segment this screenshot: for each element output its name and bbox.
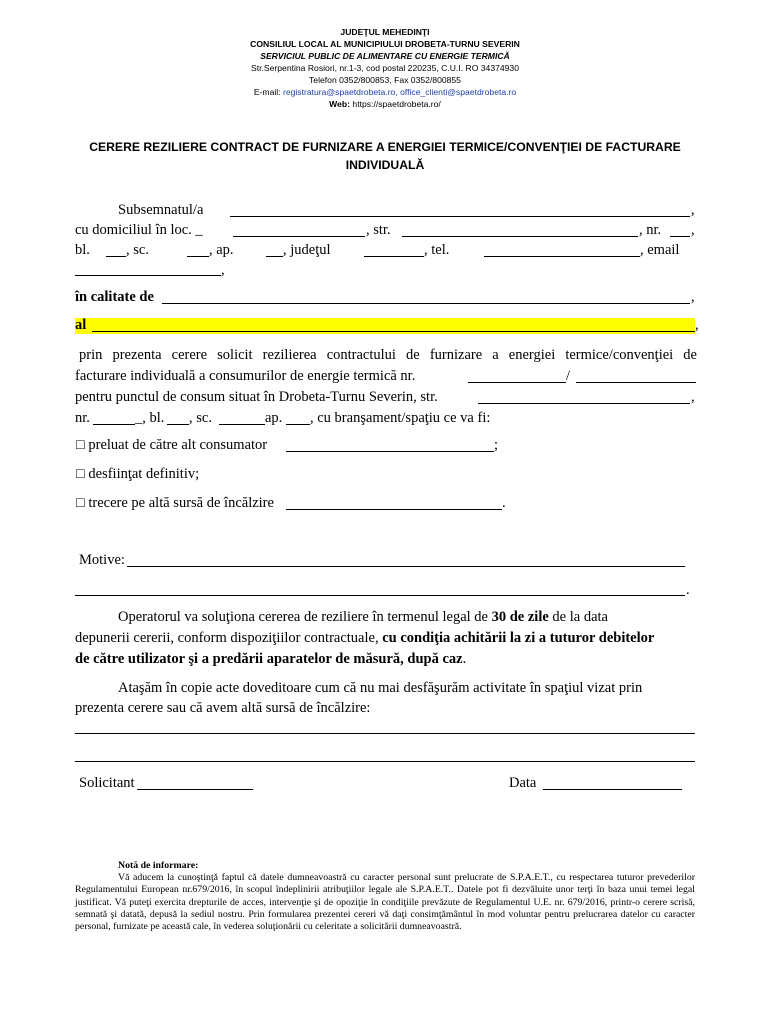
field-motive-2[interactable] <box>75 580 685 596</box>
field-street[interactable] <box>402 221 638 237</box>
header-council: CONSILIUL LOCAL AL MUNICIPIULUI DROBETA-TURNU SEVERIN <box>250 39 520 49</box>
field-consumption-bl[interactable] <box>167 409 189 425</box>
field-consumption-ap[interactable] <box>286 409 310 425</box>
option-preluat[interactable]: □ preluat de către alt consumator <box>76 437 268 453</box>
label-bl: bl. <box>75 242 90 258</box>
field-consumption-street[interactable] <box>478 388 690 404</box>
field-signature[interactable] <box>137 774 253 790</box>
para1-line4-end: , cu branşament/spaţiu ce va fi: <box>310 410 491 426</box>
option-alta-sursa[interactable]: □ trecere pe altă sursă de încălzire <box>76 495 274 511</box>
label-str: , str. <box>366 222 391 238</box>
para1-line3: pentru punctul de consum situat în Drobeta-Turnu Severin, str. <box>75 389 438 405</box>
para1-line4-nr: nr. <box>75 410 90 426</box>
para2-line1: Operatorul va soluţiona cererea de reziliere în termenul legal de 30 de zile de la data <box>118 609 608 625</box>
note-title: Notă de informare: <box>118 860 199 871</box>
para1-line2: facturare individuală a consumurilor de energie termică nr. <box>75 368 416 384</box>
field-other-source[interactable] <box>286 494 502 510</box>
field-attachments-2[interactable] <box>75 746 695 762</box>
field-motive-1[interactable] <box>127 551 685 567</box>
field-date[interactable] <box>543 774 682 790</box>
document-title: CERERE REZILIERE CONTRACT DE FURNIZARE A ENERGIEI TERMICE/CONVENŢIEI DE FACTURARE INDIVIDUALĂ <box>89 140 681 172</box>
para3-line1: Ataşăm în copie acte doveditoare cum că nu mai desfăşurăm activitate în spaţiul vizat prin <box>118 680 643 696</box>
para1-line4-ap: ap. <box>265 410 283 426</box>
label-al: al <box>75 317 87 333</box>
label-data: Data <box>509 775 537 791</box>
label-subsemnatul: Subsemnatul/a <box>118 202 204 218</box>
para1-line4-bl: _, bl. <box>135 410 165 426</box>
field-ap[interactable] <box>266 241 283 257</box>
field-county[interactable] <box>364 241 424 257</box>
field-bl[interactable] <box>106 241 126 257</box>
label-sc: , sc. <box>126 242 149 258</box>
para1-line1: prin prezenta cerere solicit rezilierea contractului de furnizare a energiei termice/convenţiei de <box>79 347 697 363</box>
header-email: E-mail: registratura@spaetdrobeta.ro, office_clienti@spaetdrobeta.ro <box>253 87 517 97</box>
header-phone: Telefon 0352/800853, Fax 0352/800855 <box>309 75 461 85</box>
field-consumption-nr[interactable] <box>93 409 135 425</box>
label-solicitant: Solicitant <box>79 775 135 791</box>
field-contract-date[interactable] <box>576 367 696 383</box>
email-link[interactable]: registratura@spaetdrobeta.ro, office_clienti@spaetdrobeta.ro <box>282 87 517 97</box>
para2-line2: depunerii cererii, conform dispoziţiilor contractuale, cu condiţia achitării la zi a tuturor debitelor <box>75 630 655 646</box>
header-web: Web: https://spaetdrobeta.ro/ <box>329 99 441 109</box>
field-consumption-sc[interactable] <box>219 409 265 425</box>
label-judetul: , judeţul <box>283 242 331 258</box>
label-calitate: în calitate de <box>75 289 154 305</box>
label-tel: , tel. <box>424 242 450 258</box>
field-number[interactable] <box>670 221 690 237</box>
label-ap: , ap. <box>209 242 234 258</box>
header-address: Str.Serpentina Rosiori, nr.1-3, cod postal 220235, C.U.I. RO 34374930 <box>251 63 519 73</box>
web-link[interactable]: https://spaetdrobeta.ro/ <box>352 99 441 109</box>
field-al[interactable] <box>92 316 695 332</box>
field-locality[interactable] <box>233 221 365 237</box>
label-nr: , nr. <box>639 222 662 238</box>
field-contract-nr[interactable] <box>468 367 566 383</box>
field-capacity[interactable] <box>162 288 690 304</box>
para2-line3: de către utilizator şi a predării aparatelor de măsură, după caz. <box>75 651 467 667</box>
label-email: , email <box>640 242 680 258</box>
label-domiciliul: cu domiciliul în loc. _ <box>75 222 203 238</box>
field-phone[interactable] <box>484 241 640 257</box>
note-body: Vă aducem la cunoştinţă faptul că datele dumneavoastră cu caracter personal sunt prelucrate de S.P.A.E.T., cu respectarea tuturor prevederilor Regulamentului European nr.679/2016, în scopul îndeplinirii atribuţiilor legale ale S.P.A.E.T.. Datele pot fi dezvăluite unor terţi în baza unui temei legal justificat. Vă puteţi exercita drepturile de acces, intervenţie şi de opoziţie în condiţiile prevăzute de Regulamentul U.E. nr. 679/2016, printr-o cerere scrisă, semnată şi datată, depusă la sediul nostru. Prin formularea prezentei cereri vă daţi consimţământul în mod voluntar pentru prelucrarea datelor cu caracter personal, furnizate pe această cale, în vederea soluţionării cu celeritate a solicitării dumneavoastră. <box>75 872 695 933</box>
header-service: SERVICIUL PUBLIC DE ALIMENTARE CU ENERGIE TERMICĂ <box>260 51 510 61</box>
field-attachments-1[interactable] <box>75 718 695 734</box>
header-county: JUDEŢUL MEHEDINŢI <box>340 27 430 37</box>
para3-line2: prezenta cerere sau că avem altă sursă de încălzire: <box>75 700 371 716</box>
option-desfiintat[interactable]: □ desfiinţat definitiv; <box>76 466 200 482</box>
field-email[interactable] <box>75 260 221 276</box>
field-name[interactable] <box>230 201 690 217</box>
para1-line4-sc: , sc. <box>189 410 212 426</box>
field-sc[interactable] <box>187 241 209 257</box>
field-new-consumer[interactable] <box>286 436 494 452</box>
label-motive: Motive: <box>79 552 125 568</box>
header <box>0 26 770 110</box>
information-note <box>75 860 695 933</box>
